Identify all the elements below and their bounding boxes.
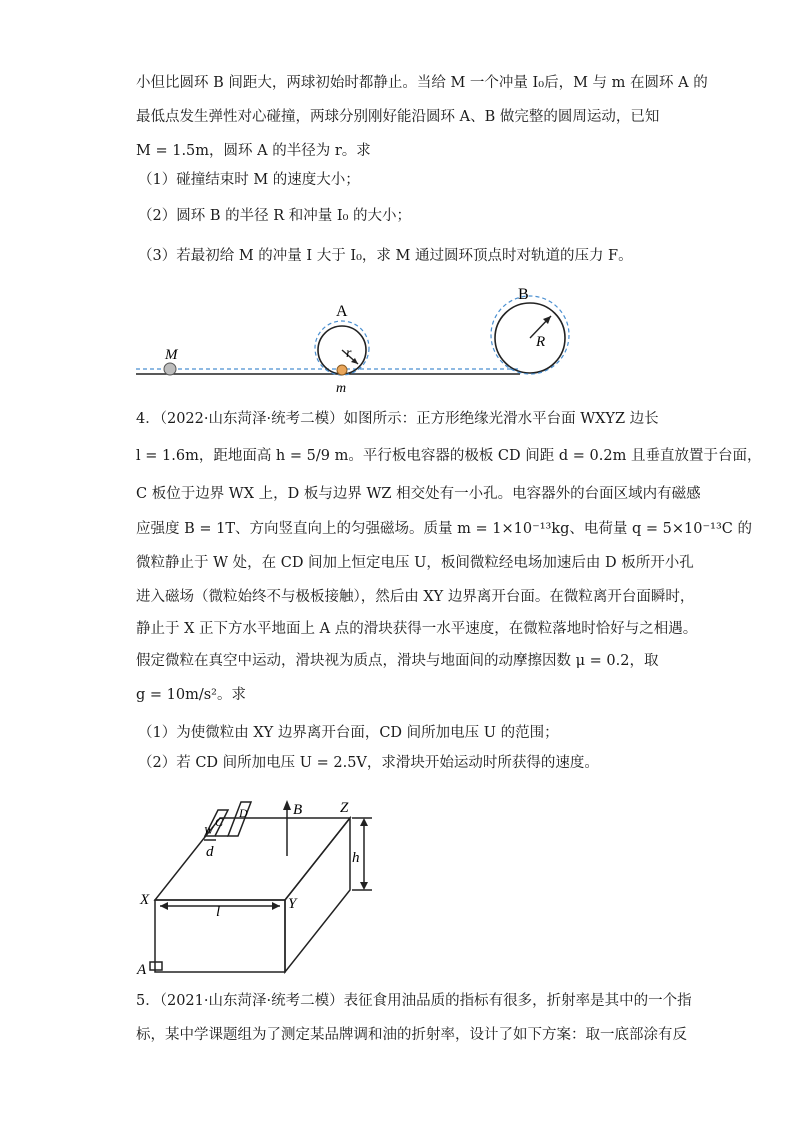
label-C: C bbox=[215, 815, 224, 829]
label-l: l bbox=[216, 904, 221, 920]
q4-line-9: g = 10m/s²。求 bbox=[136, 687, 246, 703]
q4-line-2: l = 1.6m，距地面高 h = 5/9 m。平行板电容器的极板 CD 间距 d = 0.2m 且垂直放置于台面， bbox=[136, 448, 762, 464]
q4-line-1: 4．（2022·山东菏泽·统考二模）如图所示：正方形绝缘光滑水平台面 WXYZ 边长 bbox=[136, 411, 659, 427]
label-Y: Y bbox=[288, 896, 297, 912]
label-D: D bbox=[239, 806, 248, 820]
intro-line-1: 小但比圆环 B 间距大，两球初始时都静止。当给 M 一个冲量 I₀后，M 与 m 在圆环 A 的 bbox=[136, 75, 708, 91]
q4-part-1: （1）为使微粒由 XY 边界离开台面，CD 间所加电压 U 的范围； bbox=[138, 725, 559, 741]
label-A: A bbox=[336, 303, 348, 320]
q3-part-1: （1）碰撞结束时 M 的速度大小； bbox=[138, 172, 360, 188]
q3-part-3: （3）若最初给 M 的冲量 I 大于 I₀，求 M 通过圆环顶点时对轨道的压力 F。 bbox=[138, 248, 633, 264]
label-m: m bbox=[336, 381, 347, 396]
q4-line-5: 微粒静止于 W 处，在 CD 间加上恒定电压 U，板间微粒经电场加速后由 D 板所开小孔 bbox=[136, 555, 694, 571]
label-W: W bbox=[204, 825, 214, 837]
q4-line-6: 进入磁场（微粒始终不与极板接触），然后由 XY 边界离开台面。在微粒离开台面瞬时， bbox=[136, 589, 695, 605]
label-r: r bbox=[346, 346, 352, 361]
q4-line-3: C 板位于边界 WX 上，D 板与边界 WZ 相交处有一小孔。电容器外的台面区域内有磁感 bbox=[136, 486, 701, 502]
label-M: M bbox=[165, 347, 178, 363]
ball-m bbox=[337, 365, 347, 375]
label-B: B bbox=[518, 286, 529, 303]
q5-line-1: 5．（2021·山东菏泽·统考二模）表征食用油品质的指标有很多，折射率是其中的一个指 bbox=[136, 993, 692, 1009]
label-B2: B bbox=[293, 802, 303, 818]
q5-line-2: 标，某中学课题组为了测定某品牌调和油的折射率，设计了如下方案：取一底部涂有反 bbox=[136, 1027, 687, 1043]
label-X: X bbox=[140, 892, 150, 908]
q4-line-4: 应强度 B = 1T、方向竖直向上的匀强磁场。质量 m = 1×10⁻¹³kg、电荷量 q = 5×10⁻¹³C 的 bbox=[136, 521, 752, 537]
ball-M bbox=[164, 363, 176, 375]
label-h: h bbox=[352, 850, 360, 866]
q4-line-7: 静止于 X 正下方水平地面上 A 点的滑块获得一水平速度，在微粒落地时恰好与之相遇。 bbox=[136, 621, 698, 637]
label-A2: A bbox=[137, 962, 147, 978]
q4-part-2: （2）若 CD 间所加电压 U = 2.5V，求滑块开始运动时所获得的速度。 bbox=[138, 755, 599, 771]
q3-part-2: （2）圆环 B 的半径 R 和冲量 I₀ 的大小； bbox=[138, 208, 411, 224]
label-R: R bbox=[536, 334, 546, 350]
intro-line-3: M = 1.5m，圆环 A 的半径为 r。求 bbox=[136, 143, 371, 159]
ring-figure bbox=[0, 282, 794, 402]
label-d: d bbox=[206, 844, 214, 860]
intro-line-2: 最低点发生弹性对心碰撞，两球分别刚好能沿圆环 A、B 做完整的圆周运动，已知 bbox=[136, 109, 660, 125]
label-Z: Z bbox=[340, 800, 349, 816]
q4-line-8: 假定微粒在真空中运动，滑块视为质点，滑块与地面间的动摩擦因数 μ = 0.2，取 bbox=[136, 653, 659, 669]
table-figure bbox=[0, 790, 794, 990]
